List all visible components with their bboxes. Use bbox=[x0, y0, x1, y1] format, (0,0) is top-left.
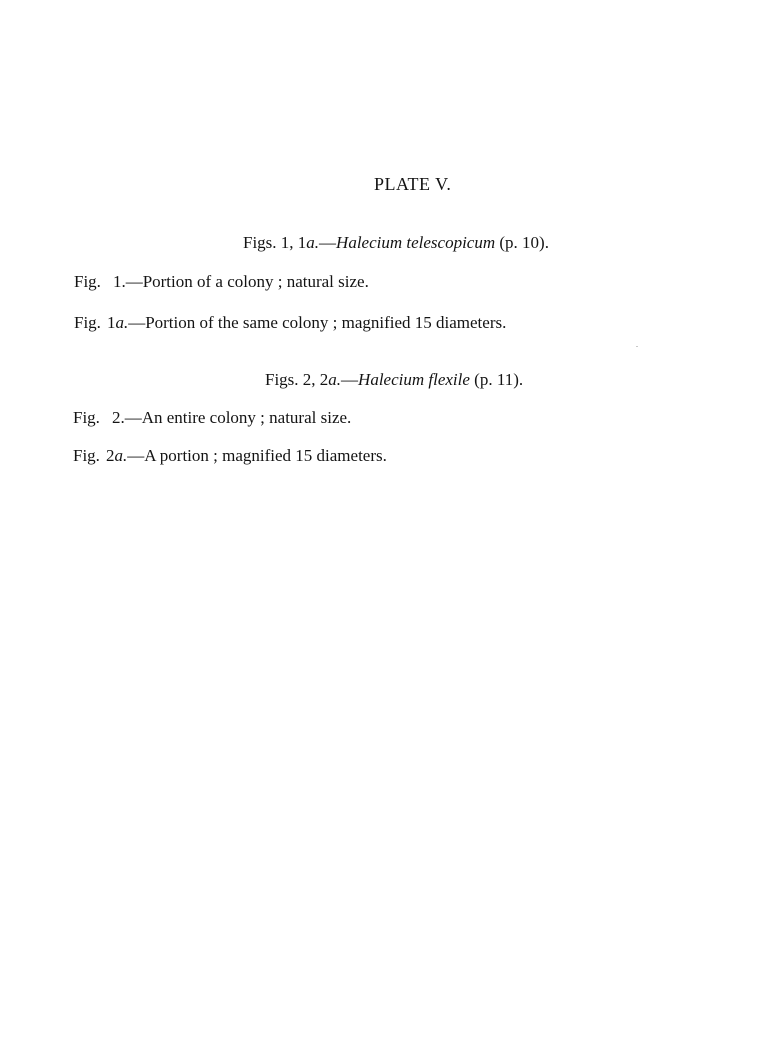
figure-number: 2 bbox=[105, 446, 115, 465]
figure-number: 1 bbox=[106, 313, 116, 332]
paper-speck bbox=[636, 346, 638, 347]
heading-prefix-italic: a. bbox=[328, 370, 342, 389]
section-heading-halecium-telescopicum bbox=[243, 233, 549, 253]
heading-dash: — bbox=[319, 233, 337, 252]
figure-caption-text: —An entire colony ; natural size. bbox=[124, 408, 352, 427]
species-name: Halecium flexile bbox=[358, 370, 470, 389]
heading-dash: — bbox=[341, 370, 359, 389]
figure-caption-1 bbox=[74, 272, 369, 292]
figure-caption-text: —Portion of a colony ; natural size. bbox=[125, 272, 369, 291]
section-heading-halecium-flexile bbox=[265, 370, 523, 390]
figure-caption-text: —A portion ; magnified 15 diameters. bbox=[127, 446, 387, 465]
heading-prefix: Figs. 2, 2 bbox=[265, 370, 329, 389]
species-name: Halecium telescopicum bbox=[336, 233, 496, 252]
figure-number-italic: a. bbox=[114, 446, 128, 465]
heading-prefix-italic: a. bbox=[306, 233, 320, 252]
figure-number: 2. bbox=[111, 408, 125, 427]
figure-caption-2 bbox=[73, 408, 351, 428]
figure-label: Fig. bbox=[73, 446, 100, 465]
figure-label: Fig. bbox=[74, 313, 101, 332]
figure-number-italic: a. bbox=[115, 313, 129, 332]
figure-caption-2a bbox=[73, 446, 387, 466]
figure-label: Fig. bbox=[73, 408, 100, 427]
figure-label: Fig. bbox=[74, 272, 101, 291]
figure-number: 1. bbox=[112, 272, 126, 291]
page-reference: (p. 11). bbox=[469, 370, 524, 389]
heading-prefix: Figs. 1, 1 bbox=[243, 233, 307, 252]
page-reference: (p. 10). bbox=[495, 233, 549, 252]
plate-title: PLATE V. bbox=[374, 174, 452, 194]
figure-caption-1a bbox=[74, 313, 506, 333]
figure-caption-text: —Portion of the same colony ; magnified 15 diameters. bbox=[128, 313, 507, 332]
